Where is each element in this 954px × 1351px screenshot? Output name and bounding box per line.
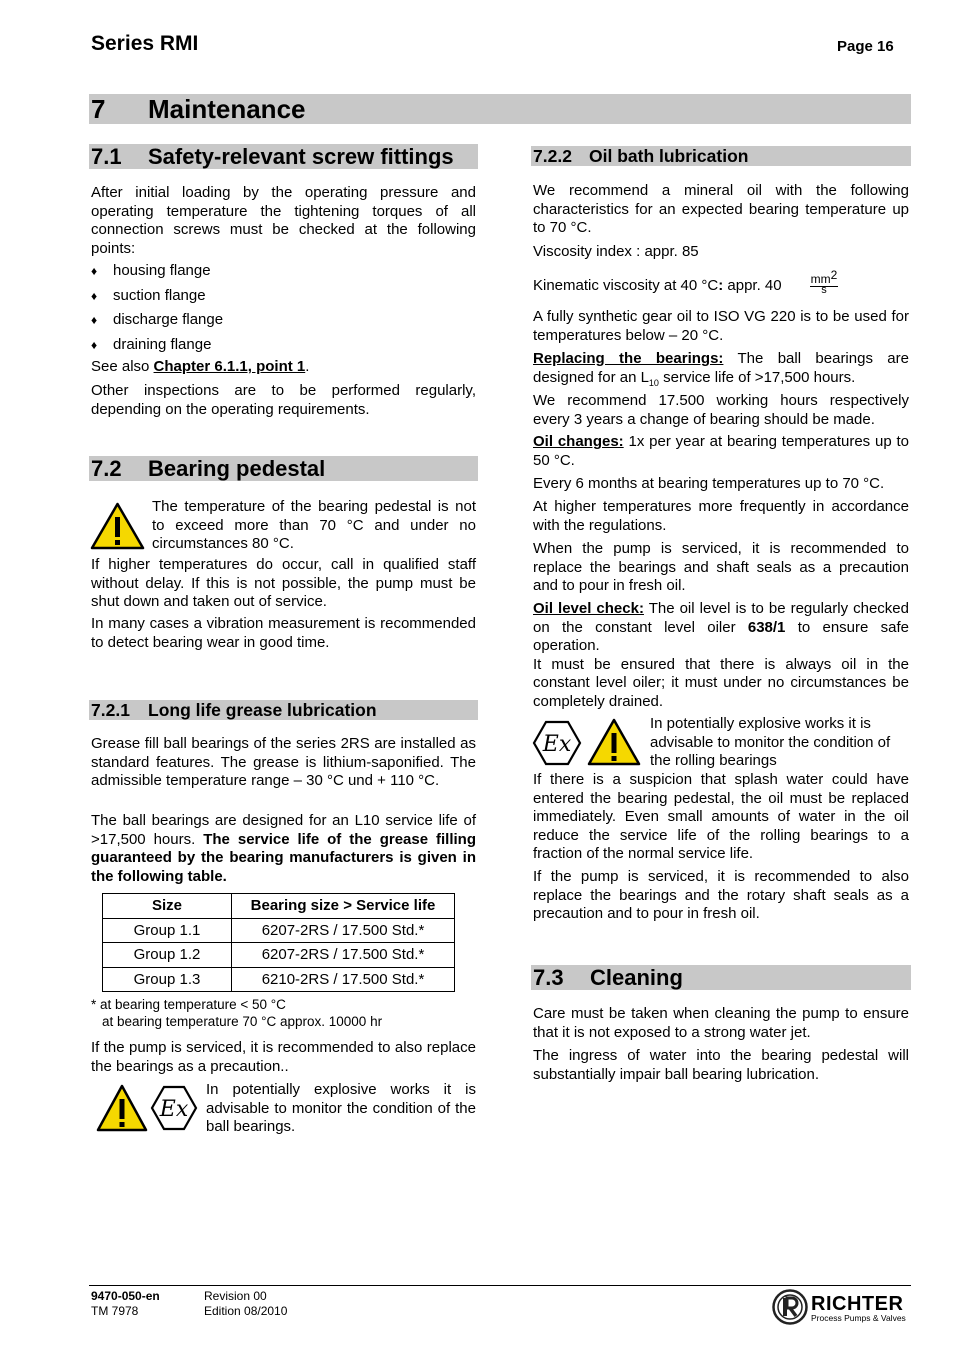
list-item: ♦ suction flange [91, 286, 206, 304]
warning-icon [587, 718, 641, 766]
richter-logo-icon [772, 1289, 808, 1325]
chapter-heading [89, 94, 911, 124]
s722-p1: We recommend a mineral oil with the following characteristics for an expected bearing temperature up to 70 °C. [533, 182, 909, 236]
s72-p2: In many cases a vibration measurement is recommended to detect bearing wear in good time. [91, 615, 476, 651]
section-title: Safety-relevant screw fittings [148, 144, 454, 169]
s722-p2: A fully synthetic gear oil to ISO VG 220 is to be used for temperatures below – 20 °C. [533, 308, 909, 344]
s721-p2: The ball bearings are designed for an L10 service life of >17,500 hours. The service life of the grease filling guaranteed by the bearing manufacturers is given in the following table. [91, 812, 476, 885]
s71-see-also: See also Chapter 6.1.1, point 1. [91, 358, 310, 375]
warning-icon [90, 502, 145, 550]
logo-tagline: Process Pumps & Valves [811, 1313, 906, 1323]
diamond-bullet-icon: ♦ [91, 288, 98, 303]
table-row [103, 943, 455, 968]
section-title: Cleaning [590, 965, 683, 990]
s722-p3: Every 6 months at bearing temperatures up to 70 °C. [533, 475, 885, 492]
section-7-3-heading [531, 965, 911, 990]
s73-p1: Care must be taken when cleaning the pump to ensure that it is not exposed to a strong water jet. [533, 1005, 909, 1041]
section-number: 7.2.2 [533, 146, 572, 166]
column-header: Bearing size > Service life [232, 894, 455, 919]
revision: Revision 00 [204, 1289, 267, 1303]
s722-p5: When the pump is serviced, it is recommended to replace the bearings and shaft seals as a precaution and to pour in fresh oil. [533, 540, 909, 594]
viscosity-unit: $mm^2$ s [810, 268, 838, 296]
table-cell: 6210-2RS / 17.500 Std.* [232, 967, 455, 992]
table-row [103, 967, 455, 992]
column-header: Size [103, 894, 232, 919]
replacing-bearings: Replacing the bearings: The ball bearings are designed for an $L_{10}$ service life of >17,500 hours. We recommend 17.500 working hours respectively every 3 years a change of bearing should be made. [533, 350, 909, 428]
footer-divider [89, 1285, 911, 1286]
page-number: Page 16 [837, 38, 894, 55]
table-cell: Group 1.3 [103, 967, 232, 992]
diamond-bullet-icon: ♦ [91, 337, 98, 352]
richter-logo [772, 1288, 912, 1326]
oil-level-check: Oil level check: The oil level is to be regularly checked on the constant level oiler 638/1 to ensure safe operation. It must be ensured that there is always oil in the constant level oiler; it must under no circumstances be completely drained. [533, 600, 909, 710]
kinematic-viscosity: Kinematic viscosity at 40 °C: appr. 40 [533, 277, 782, 294]
s73-p2: The ingress of water into the bearing pedestal will substantially impair ball bearing lubrication. [533, 1047, 909, 1083]
table-cell: 6207-2RS / 17.500 Std.* [232, 918, 455, 943]
edition: Edition 08/2010 [204, 1304, 288, 1318]
table-footnote-2: at bearing temperature 70 °C approx. 10000 hr [102, 1014, 383, 1029]
chapter-title: Maintenance [148, 94, 306, 124]
svg-text:Ex: Ex [159, 1097, 189, 1122]
s722-p6: If there is a suspicion that splash water could have entered the bearing pedestal, the oil must be replaced immediately. Even small amounts of water in the oil reduce the service life of the rolling bearings to a fraction of the normal service life. [533, 771, 909, 862]
diamond-bullet-icon: ♦ [91, 313, 98, 327]
chapter-link[interactable]: Chapter 6.1.1, point 1 [153, 358, 306, 375]
section-number: 7.2.1 [91, 700, 130, 720]
table-row [103, 918, 455, 943]
table-cell: Group 1.1 [103, 918, 232, 943]
svg-text:Ex: Ex [542, 732, 572, 757]
s721-p1: Grease fill ball bearings of the series 2RS are installed as standard features. The grease is lithium-saponified. The admissible temperature range – 30 °C und + 110 °C. [91, 735, 476, 789]
s722-p4: At higher temperatures more frequently in accordance with the regulations. [533, 498, 909, 534]
s721-ex-note: In potentially explosive works it is advisable to monitor the condition of the ball bearings. [206, 1081, 476, 1135]
section-title: Long life grease lubrication [148, 700, 377, 720]
table-footnote-1: * at bearing temperature < 50 °C [91, 997, 286, 1012]
viscosity-index: Viscosity index : appr. 85 [533, 243, 699, 260]
explosion-protection-ex-icon [150, 1085, 198, 1131]
section-7-1-heading [89, 144, 478, 169]
section-7-2-2-heading [531, 146, 911, 166]
section-number: 7.1 [91, 144, 122, 169]
s72-p1: If higher temperatures do occur, call in qualified staff without delay. If this is not possible, the pump must be shut down and taken out of service. [91, 556, 476, 610]
list-item: ♦ housing flange [91, 262, 211, 279]
s722-p7: If the pump is serviced, it is recommended to also replace the bearings and the rotary shaft seals as a precaution and to pour in fresh oil. [533, 868, 909, 922]
doc-number: 9470-050-en [91, 1289, 160, 1303]
section-7-2-1-heading [89, 700, 478, 720]
section-number: 7.3 [533, 965, 564, 990]
section-7-2-heading [89, 456, 478, 481]
s71-other: Other inspections are to be performed regularly, depending on the operating requirements. [91, 382, 476, 418]
s72-warning-text: The temperature of the bearing pedestal is not to exceed more than 70 °C and under no circumstances 80 °C. [152, 498, 476, 552]
table-header-row [103, 894, 455, 919]
tm-number: TM 7978 [91, 1304, 139, 1318]
list-item: ♦ draining flange [91, 335, 212, 353]
list-item: ♦ discharge flange [91, 311, 224, 328]
s71-intro: After initial loading by the operating pressure and operating temperature the tightening torques of all connection screws must be checked at the following points: [91, 184, 476, 257]
warning-icon [96, 1084, 148, 1132]
section-number: 7.2 [91, 456, 122, 481]
diamond-bullet-icon: ♦ [91, 264, 98, 278]
s721-p3: If the pump is serviced, it is recommended to also replace the bearings as a precaution.. [91, 1039, 476, 1075]
section-title: Bearing pedestal [148, 456, 326, 481]
table-cell: 6207-2RS / 17.500 Std.* [232, 943, 455, 968]
table-cell: Group 1.2 [103, 943, 232, 968]
chapter-number: 7 [91, 94, 106, 124]
s722-ex-note: In potentially explosive works it is advisable to monitor the condition of the rolling bearings [650, 715, 891, 769]
oil-changes: Oil changes: 1x per year at bearing temperatures up to 50 °C. [533, 433, 909, 469]
series-title: Series RMI [91, 32, 199, 55]
logo-wordmark: RICHTER [811, 1293, 904, 1315]
s71-bullet-list [91, 262, 471, 360]
section-title: Oil bath lubrication [589, 146, 749, 166]
explosion-protection-ex-icon [532, 720, 582, 766]
bearing-table [102, 893, 455, 992]
